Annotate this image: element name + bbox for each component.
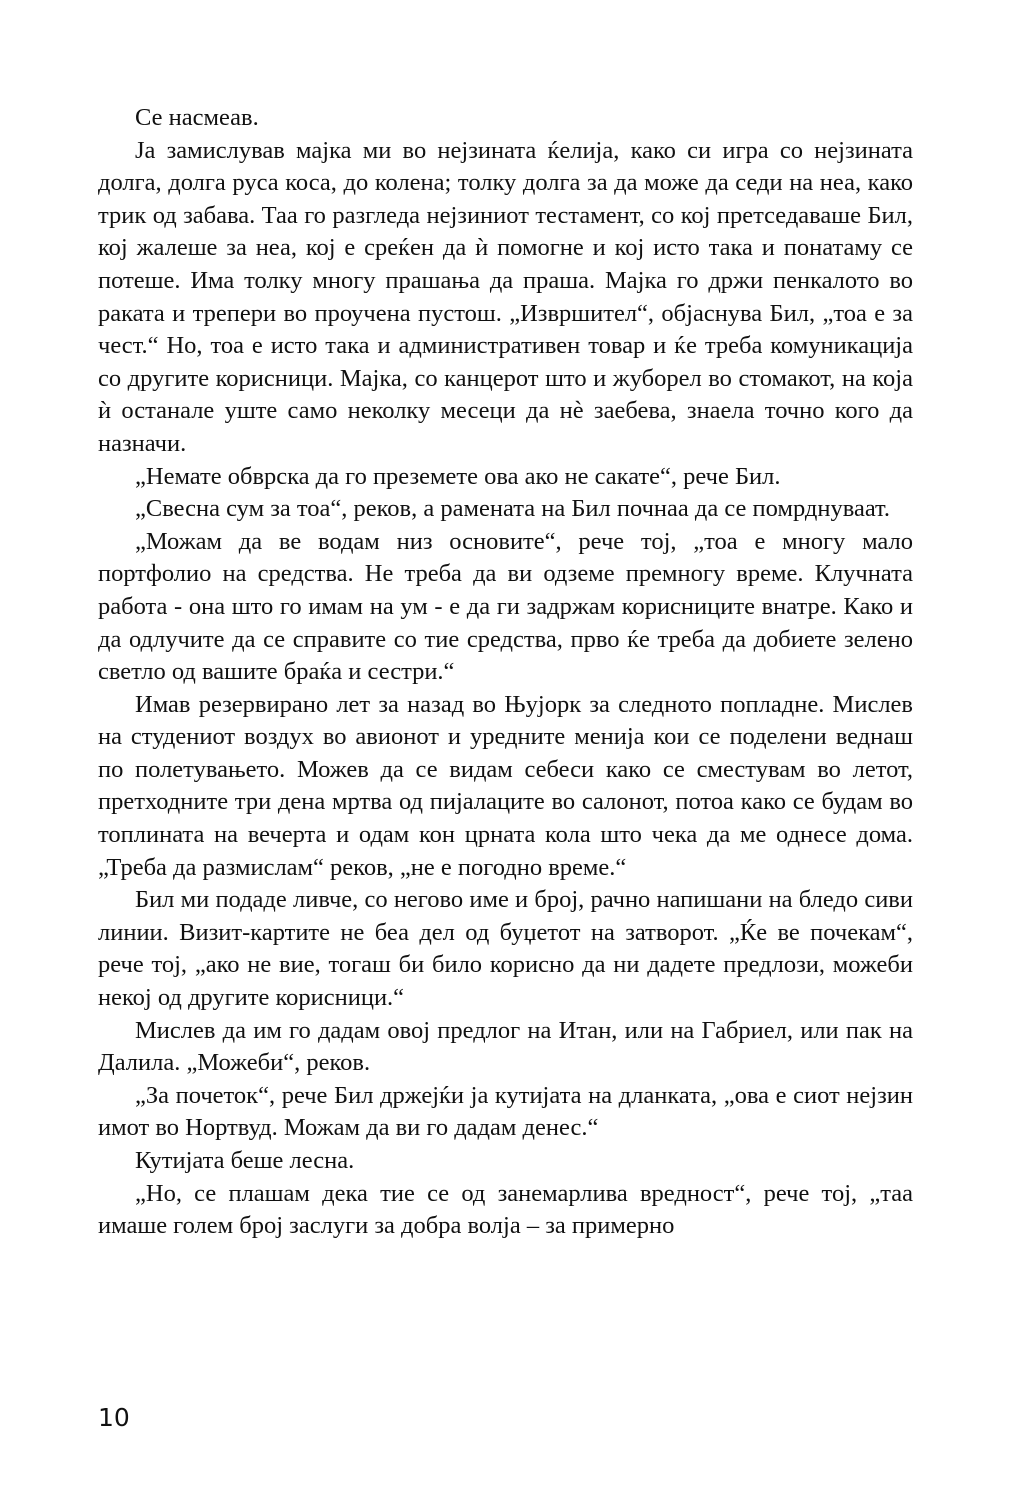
paragraph: Бил ми подаде ливче, со негово име и број, рачно напишани на бледо сиви линии. Визит-картите не беа дел од буџетот на затворот. „Ќе ве почекам“, рече тој, „ако не вие, тогаш би било корисно да ни дадете предлози, можеби некој од другите корисници.“	[98, 886, 913, 1012]
page-number: 10	[98, 1403, 130, 1432]
paragraph: „Можам да ве водам низ основите“, рече тој, „тоа е многу мало портфолио на средства. Не треба да ви одземе премногу време. Клучната работа - она што го имам на ум - е да ги задржам корисниците внатре. Како и да одлучите да се справите со тие средства, прво ќе треба да добиете зелено светло од вашите браќа и сестри.“	[98, 527, 913, 686]
paragraph: Имав резервирано лет за назад во Њујорк за следното попладне. Мислев на студениот воздух во авионот и уредните менија кои се поделени веднаш по полетувањето. Можев да се видам себеси како се сместувам во летот, претходните три дена мртва од пијалаците во салонот, потоа како се будам во топлината на вечерта и одам кон црната кола што чека да ме однесе дома. „Треба да размислам“ реков, „не е погодно време.“	[98, 690, 913, 881]
paragraph: „Свесна сум за тоа“, реков, а рамената на Бил почнаа да се помрднуваат.	[135, 495, 891, 523]
book-page-body	[98, 102, 913, 1243]
paragraph: „Немате обврска да го преземете ова ако не сакате“, рече Бил.	[135, 462, 781, 490]
paragraph: Кутијата беше лесна.	[135, 1147, 355, 1174]
paragraph: Мислев да им го дадам овој предлог на Итан, или на Габриел, или пак на Далила. „Можеби“, реков.	[98, 1016, 913, 1077]
paragraph-last-line-break: „Но, се плашам дека тие се од занемарлива вредност“, рече тој, „таа имаше голем број заслуги за добра волја – за примерно	[98, 1179, 913, 1240]
paragraph: Се насмеав.	[135, 104, 259, 131]
paragraph: „За почеток“, рече Бил држејќи ја кутијата на дланката, „ова е сиот нејзин имот во Нортвуд. Можам да ви го дадам денес.“	[98, 1081, 913, 1142]
paragraph: Ја замислував мајка ми во нејзината ќелија, како си игра со нејзината долга, долга руса коса, до колена; толку долга за да може да седи на неа, како трик од забава. Таа го разгледа нејзиниот тестамент, со кој претседаваше Бил, кој жалеше за неа, кој е среќен да ѝ помогне и кој исто така и понатаму се потеше. Има толку многу прашања да праша. Мајка го држи пенкалото во раката и трепери во проучена пустош. „Извршител“, објаснува Бил, „тоа е за чест.“ Но, тоа е исто така и административен товар и ќе треба комуникација со другите корисници. Мајка, со канцерот што и жуборел во стомакот, на која ѝ останале уште само неколку месеци да нè заебева, знаела точно кого да назначи.	[98, 136, 913, 457]
